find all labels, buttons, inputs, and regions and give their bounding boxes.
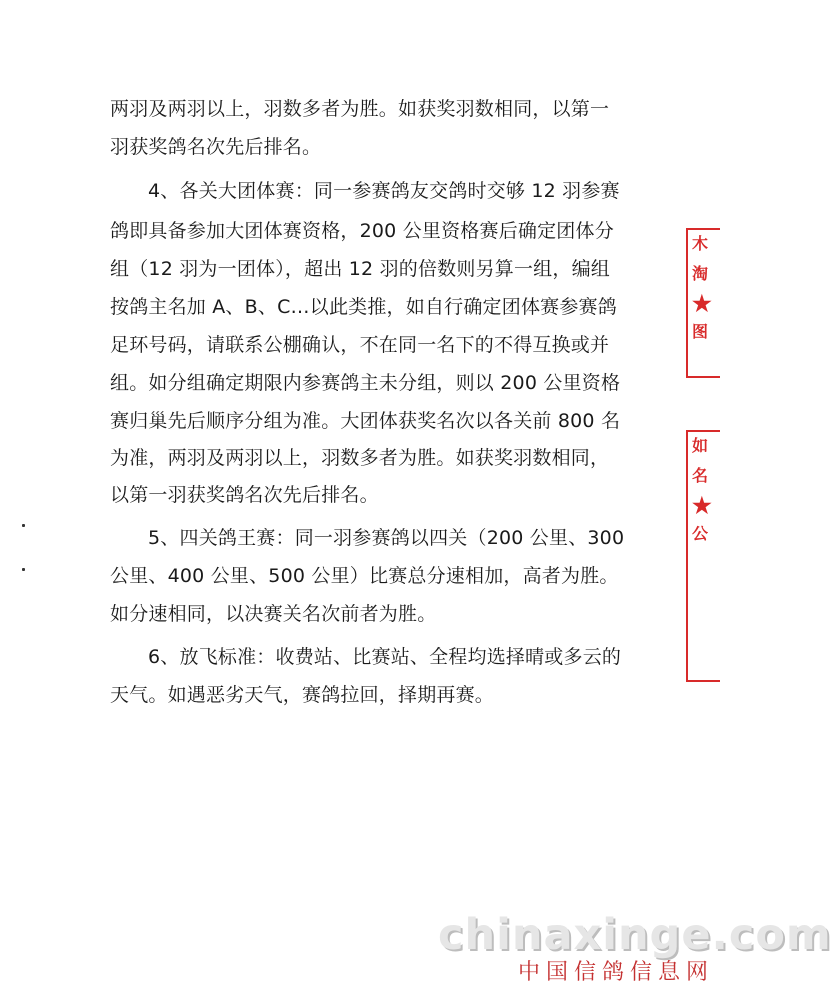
text-line-7: 足环号码，请联系公棚确认，不在同一名下的不得互换或并 [110,334,610,356]
text-line-14: 如分速相同，以决赛关名次前者为胜。 [110,603,437,625]
stamp-star-icon: ★ [692,493,712,519]
text-line-2: 羽获奖鸽名次先后排名。 [110,136,322,158]
text-line-5: 组（12 羽为一团体），超出 12 羽的倍数则另算一组，编组 [110,258,610,280]
red-seal-stamp-bottom [686,430,720,682]
text-line-8: 组。如分组确定期限内参赛鸽主未分组，则以 200 公里资格 [110,372,621,394]
text-line-1: 两羽及两羽以上，羽数多者为胜。如获奖羽数相同，以第一 [110,98,610,120]
stamp-glyph: 淘 [692,264,709,283]
section-4-heading-line: 4、各关大团体赛：同一参赛鸽友交鸽时交够 12 羽参赛 [148,180,620,202]
scan-speck [22,524,25,527]
watermark-site-name: 中国信鸽信息网 [518,960,715,985]
section-6-heading-line: 6、放飞标准：收费站、比赛站、全程均选择晴或多云的 [148,646,622,668]
text-line-16: 天气。如遇恶劣天气，赛鸽拉回，择期再赛。 [110,684,495,706]
text-line-9: 赛归巢先后顺序分组为准。大团体获奖名次以各关前 800 名 [110,410,621,432]
stamp-glyph: 名 [692,466,709,485]
stamp-glyph: 如 [692,436,709,455]
text-line-11: 以第一羽获奖鸽名次先后排名。 [110,484,379,506]
text-line-4: 鸽即具备参加大团体赛资格，200 公里资格赛后确定团体分 [110,220,614,242]
scan-speck [22,568,25,571]
red-seal-stamp-top [686,228,720,378]
stamp-star-icon: ★ [692,291,712,317]
stamp-glyph: 公 [692,524,709,543]
watermark-site: chinaxinge.com [438,910,832,960]
text-line-13: 公里、400 公里、500 公里）比赛总分速相加，高者为胜。 [110,565,619,587]
stamp-glyph: 木 [692,234,709,253]
section-5-heading-line: 5、四关鸽王赛：同一羽参赛鸽以四关（200 公里、300 [148,527,625,549]
text-line-10: 为准，两羽及两羽以上，羽数多者为胜。如获奖羽数相同， [110,447,610,469]
text-line-6: 按鸽主名加 A、B、C…以此类推，如自行确定团体赛参赛鸽 [110,296,617,318]
stamp-glyph: 图 [692,322,709,341]
